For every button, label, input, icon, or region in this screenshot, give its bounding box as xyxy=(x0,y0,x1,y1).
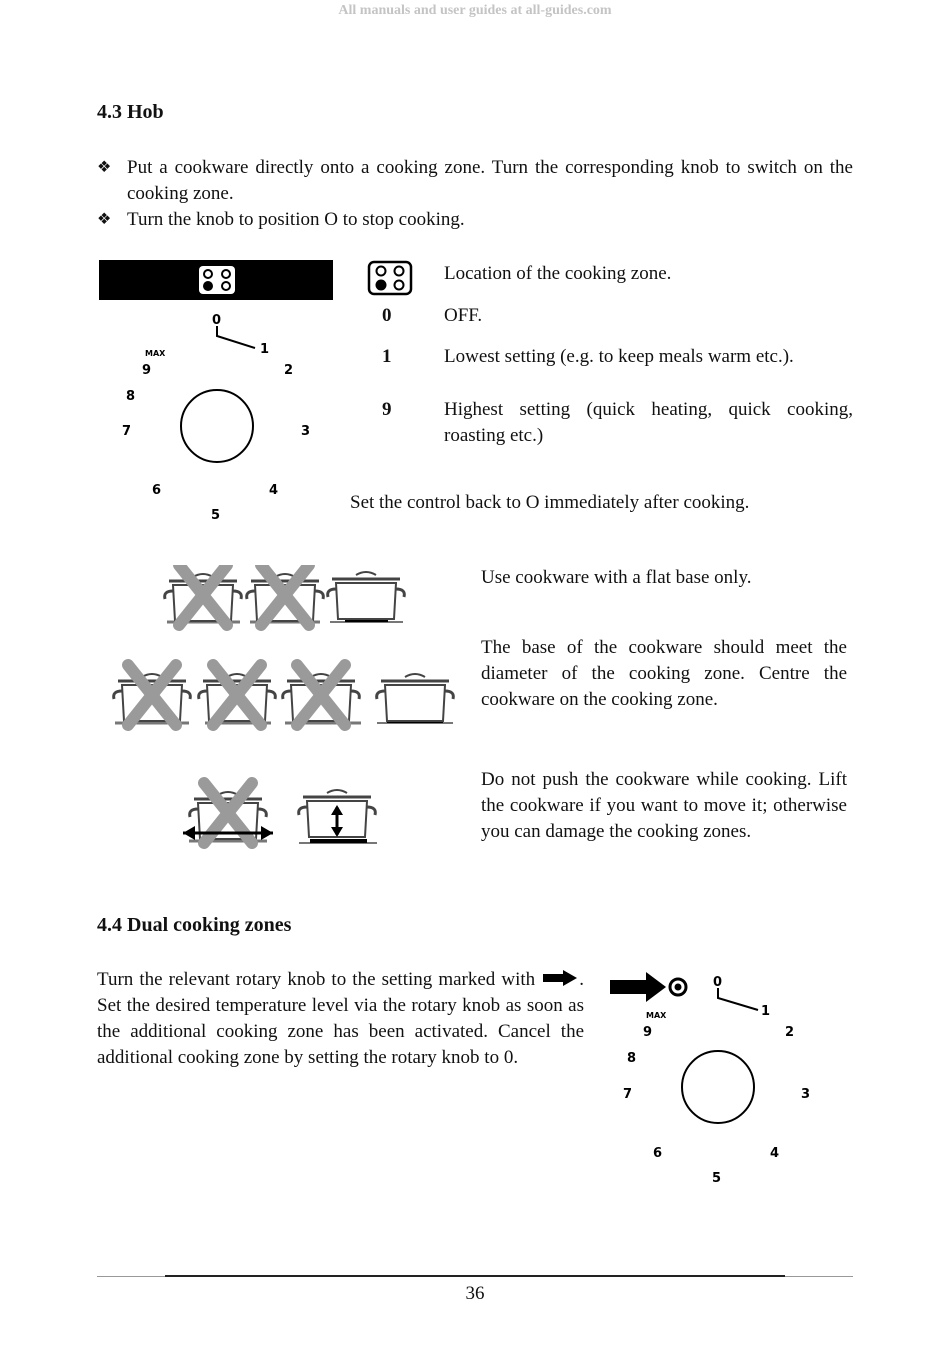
dual-dial-label-2: 2 xyxy=(785,1025,795,1040)
section-title-hob: 4.3 Hob xyxy=(97,101,164,123)
dial-label-8: 8 xyxy=(126,389,136,404)
dial-label-7: 7 xyxy=(122,424,132,439)
legend-key-0: 0 xyxy=(382,305,392,326)
cooking-zone-location-icon xyxy=(199,266,235,294)
dual-dial-label-0: 0 xyxy=(713,975,723,990)
dual-zone-arrow-shaft xyxy=(610,980,650,994)
cookware-tip-2: The base of the cookware should meet the diameter of the cooking zone. Centre the cookware on the cooking zone. xyxy=(481,637,847,710)
dual-dial-label-max: MAX xyxy=(646,1011,667,1020)
cookware-correct-2 xyxy=(377,674,454,723)
dual-dial-label-6: 6 xyxy=(653,1146,663,1161)
dial-label-max: MAX xyxy=(145,349,166,358)
dual-knob-indicator-line xyxy=(718,988,758,1010)
dual-knob-circle xyxy=(682,1051,754,1123)
dial-label-0: 0 xyxy=(212,313,222,328)
diamond-bullet-icon: ❖ xyxy=(97,211,112,228)
reset-note: Set the control back to O immediately after cooking. xyxy=(350,492,750,513)
diamond-bullet-icon: ❖ xyxy=(97,159,112,176)
cookware-wrong-3 xyxy=(114,665,191,725)
dial-label-6: 6 xyxy=(152,483,162,498)
cookware-tip-3: Do not push the cookware while cooking. Lift the cookware if you want to move it; otherwise you can damage the cooking zones. xyxy=(481,769,847,842)
dual-zone-arrow-icon xyxy=(541,969,579,987)
dual-dial-label-9: 9 xyxy=(643,1025,653,1040)
dial-label-9: 9 xyxy=(142,363,152,378)
page-number: 36 xyxy=(465,1283,485,1304)
cookware-wrong-5 xyxy=(283,665,361,725)
knob-indicator-line xyxy=(217,326,255,348)
cookware-tip-1: Use cookware with a flat base only. xyxy=(481,567,752,588)
hob-bullet-list xyxy=(97,155,853,233)
cookware-correct-1 xyxy=(328,572,405,622)
dual-zone-instructions: Turn the relevant rotary knob to the setting marked with . Set the desired temperature level via the rotary knob as soon as the additional cooking zone has been activated. Cancel the additional cooking zone by setting the rotary knob to 0. xyxy=(97,969,585,1068)
control-knob-figure xyxy=(99,260,333,530)
dual-dial-label-3: 3 xyxy=(801,1087,811,1102)
cookware-wrong-1 xyxy=(165,565,242,625)
dual-dial-label-1: 1 xyxy=(761,1004,771,1019)
watermark: All manuals and user guides at all-guides.com xyxy=(338,3,612,18)
legend-location-text: Location of the cooking zone. xyxy=(444,263,672,284)
dual-zone-knob-figure xyxy=(608,962,838,1192)
cookware-wrong-2 xyxy=(247,565,324,625)
bullet-item: ❖ Put a cookware directly onto a cooking zone. Turn the corresponding knob to switch on the cooking zone. xyxy=(97,155,853,207)
cooking-zone-legend-icon xyxy=(367,260,413,296)
cookware-illustrations xyxy=(105,565,460,865)
dial-label-1: 1 xyxy=(260,342,270,357)
cookware-wrong-push xyxy=(183,783,273,843)
dual-dial-label-5: 5 xyxy=(712,1171,722,1186)
dial-label-5: 5 xyxy=(211,508,221,523)
dual-dial-label-4: 4 xyxy=(770,1146,780,1161)
legend-text-0: OFF. xyxy=(444,305,483,326)
dial-label-2: 2 xyxy=(284,363,294,378)
knob-circle xyxy=(181,390,253,462)
legend-text-9: Highest setting (quick heating, quick cooking, roasting etc.) xyxy=(444,399,853,446)
dual-zone-arrow-head xyxy=(646,972,666,1002)
cookware-correct-lift xyxy=(299,790,377,843)
cookware-wrong-4 xyxy=(199,665,276,725)
legend-key-9: 9 xyxy=(382,399,392,420)
legend-text-1: Lowest setting (e.g. to keep meals warm etc.). xyxy=(444,346,794,367)
footer-rule-dark xyxy=(165,1275,785,1277)
bullet-item: ❖ Turn the knob to position O to stop cooking. xyxy=(97,207,853,233)
legend-key-1: 1 xyxy=(382,346,392,367)
section-title-dual: 4.4 Dual cooking zones xyxy=(97,914,292,936)
dual-dial-label-8: 8 xyxy=(627,1051,637,1066)
dial-label-4: 4 xyxy=(269,483,279,498)
dial-label-3: 3 xyxy=(301,424,311,439)
dual-dial-label-7: 7 xyxy=(623,1087,633,1102)
